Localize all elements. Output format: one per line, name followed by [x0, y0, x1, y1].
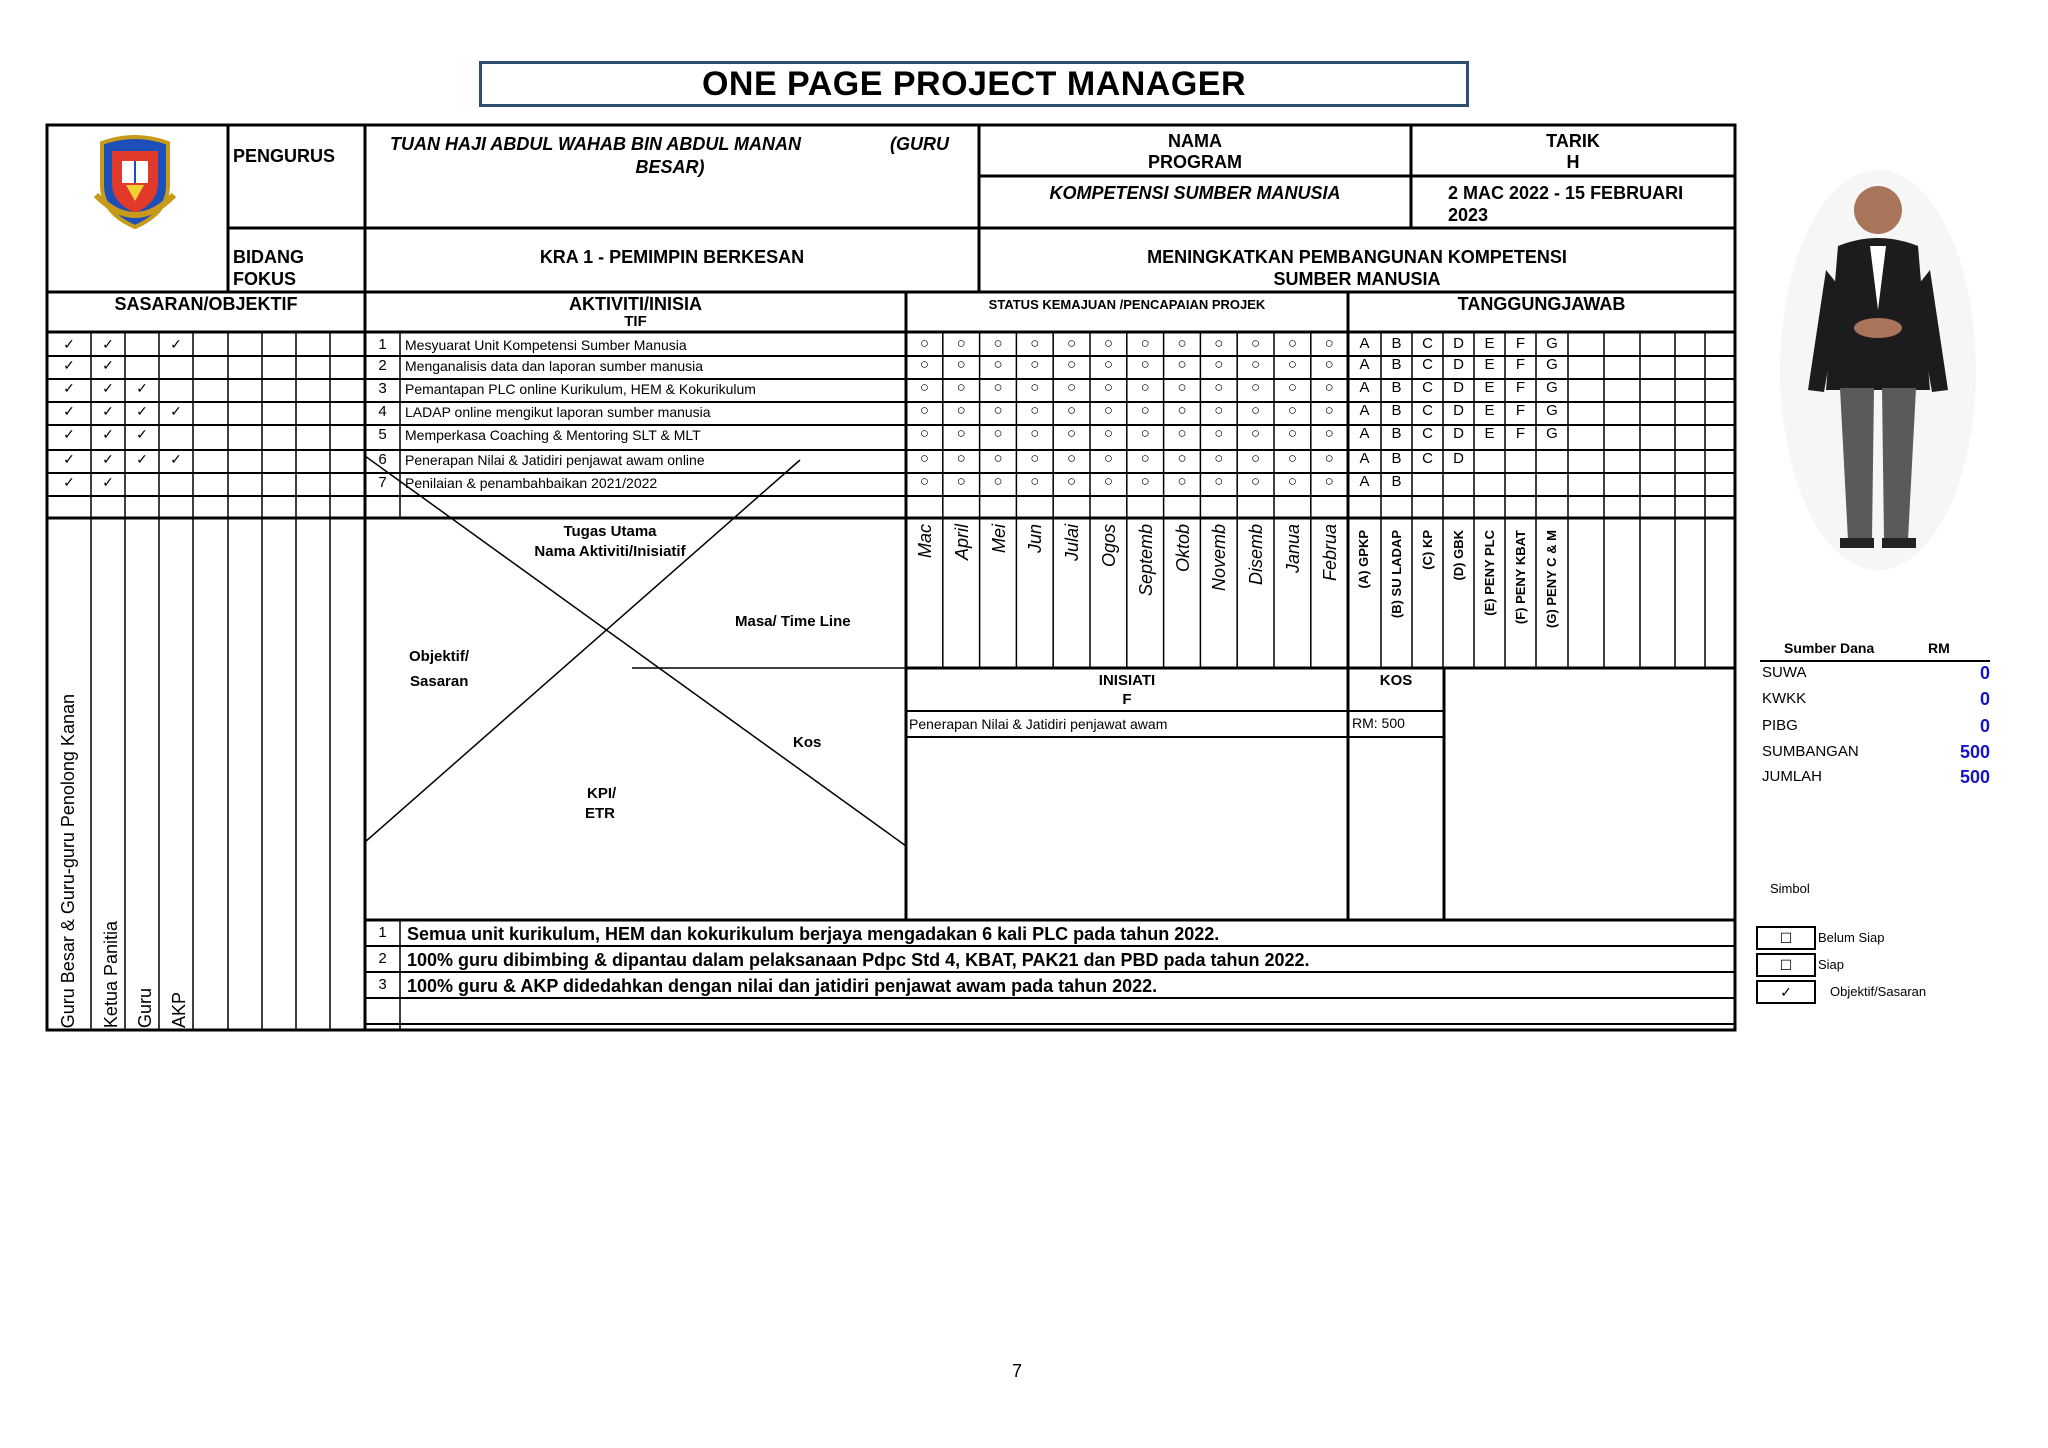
status-circle: ○: [1140, 450, 1150, 467]
sumber-dana-value: 500: [1959, 742, 1990, 762]
status-circle: ○: [1177, 356, 1187, 373]
sumber-dana-label: PIBG: [1762, 717, 1798, 734]
month-label: Mac: [915, 524, 935, 559]
kos-label: Kos: [793, 734, 822, 751]
tanggungjawab-header: TANGGUNGJAWAB: [1457, 294, 1626, 314]
activity-name: Memperkasa Coaching & Mentoring SLT & MLT: [405, 427, 701, 443]
sumber-dana-header: Sumber Dana: [1784, 640, 1875, 656]
responsibility-letter: B: [1391, 356, 1402, 373]
status-circle: ○: [1214, 425, 1224, 442]
check-mark: ✓: [170, 336, 182, 352]
status-circle: ○: [919, 335, 929, 352]
status-circle: ○: [1251, 425, 1261, 442]
status-circle: ○: [1030, 356, 1040, 373]
activity-number: 3: [378, 380, 387, 397]
sumber-dana-rm-header: RM: [1928, 640, 1950, 656]
status-circle: ○: [1030, 402, 1040, 419]
activity-number: 5: [378, 426, 387, 443]
activity-number: 1: [378, 336, 387, 353]
activity-name: Penilaian & penambahbaikan 2021/2022: [405, 475, 658, 491]
sumber-dana-value: 0: [1979, 716, 1990, 736]
objective-number: 1: [378, 924, 387, 941]
status-circle: ○: [1177, 450, 1187, 467]
masa-label: Masa/ Time Line: [735, 613, 851, 630]
status-circle: ○: [1103, 356, 1113, 373]
page-number: 7: [1012, 1361, 1023, 1381]
status-circle: ○: [1324, 473, 1334, 490]
nama-program-label: NAMA: [1168, 131, 1222, 151]
check-mark: ✓: [63, 357, 75, 373]
objective-text: Semua unit kurikulum, HEM dan kokurikulum berjaya mengadakan 6 kali PLC pada tahun 2022.: [407, 924, 1220, 944]
check-mark: ✓: [63, 451, 75, 467]
objektif-label: Objektif/: [409, 648, 470, 665]
responsibility-letter: B: [1391, 425, 1402, 442]
responsibility-letter: F: [1515, 379, 1526, 396]
inisiatif-label: INISIATI: [1098, 672, 1156, 689]
responsibility-letter: B: [1391, 379, 1402, 396]
simbol-label: Siap: [1818, 957, 1845, 972]
pengurus-guru: (GURU: [890, 134, 949, 154]
check-mark: ✓: [63, 336, 75, 352]
objective-number: 2: [378, 950, 387, 967]
month-label: Mei: [988, 524, 1009, 554]
status-circle: ○: [1030, 473, 1040, 490]
responsibility-letter: D: [1453, 450, 1464, 467]
responsibility-letter: B: [1391, 335, 1402, 352]
status-circle: ○: [1067, 356, 1077, 373]
nama-program-label-2: PROGRAM: [1148, 152, 1242, 172]
responsibility-letter: A: [1359, 473, 1370, 490]
aktiviti-header: AKTIVITI/INISIA: [568, 294, 702, 314]
status-circle: ○: [1177, 335, 1187, 352]
status-circle: ○: [1287, 356, 1297, 373]
tugas-utama-label: Tugas Utama: [563, 523, 657, 540]
status-circle: ○: [1287, 335, 1297, 352]
status-circle: ○: [1324, 335, 1334, 352]
responsibility-letter: C: [1422, 450, 1433, 467]
role-label: Guru: [135, 987, 155, 1028]
nama-aktiviti-label: Nama Aktiviti/Inisiatif: [534, 543, 686, 560]
pengurus-label: PENGURUS: [233, 146, 336, 166]
status-circle: ○: [1214, 356, 1224, 373]
status-circle: ○: [1251, 356, 1261, 373]
status-circle: ○: [1067, 402, 1077, 419]
status-circle: ○: [1324, 425, 1334, 442]
status-circle: ○: [1140, 402, 1150, 419]
responsibility-label: (F) PENY KBAT: [1513, 530, 1528, 625]
status-circle: ○: [1030, 425, 1040, 442]
objective-text: 100% guru & AKP didedahkan dengan nilai dan jatidiri penjawat awam pada tahun 2022.: [407, 976, 1158, 996]
status-circle: ○: [1287, 379, 1297, 396]
bidang-label: BIDANG: [233, 247, 304, 267]
status-circle: ○: [919, 450, 929, 467]
responsibility-letter: F: [1515, 335, 1526, 352]
responsibility-letter: G: [1546, 356, 1558, 373]
responsibility-label: (G) PENY C & M: [1544, 530, 1559, 628]
responsibility-letter: C: [1422, 402, 1433, 419]
responsibility-letter: C: [1422, 425, 1433, 442]
status-circle: ○: [1177, 379, 1187, 396]
check-mark: ✓: [136, 451, 148, 467]
status-circle: ○: [1324, 379, 1334, 396]
month-label: Novemb: [1209, 524, 1230, 592]
kpi-label: KPI/: [587, 785, 617, 802]
objective-text: 100% guru dibimbing & dipantau dalam pelaksanaan Pdpc Std 4, KBAT, PAK21 dan PBD pada tahun 2022.: [407, 950, 1310, 970]
check-mark: ✓: [63, 403, 75, 419]
status-circle: ○: [1140, 335, 1150, 352]
role-label: Ketua Panitia: [101, 920, 121, 1028]
inisiatif-kos: RM: 500: [1352, 715, 1405, 731]
bidang-value: KRA 1 - PEMIMPIN BERKESAN: [539, 247, 805, 267]
status-circle: ○: [1324, 356, 1334, 373]
etr-label: ETR: [585, 805, 615, 822]
tarikh-value-2: 2023: [1448, 205, 1489, 225]
responsibility-letter: B: [1391, 450, 1402, 467]
month-label: Ogos: [1099, 524, 1119, 568]
status-circle: ○: [956, 335, 966, 352]
responsibility-letter: E: [1484, 379, 1495, 396]
status-circle: ○: [1251, 379, 1261, 396]
status-circle: ○: [956, 425, 966, 442]
school-crest-icon: [92, 135, 178, 231]
status-circle: ○: [956, 379, 966, 396]
responsibility-letter: D: [1453, 402, 1464, 419]
tarikh-label: TARIK: [1546, 131, 1600, 151]
status-circle: ○: [1030, 335, 1040, 352]
check-mark: ✓: [63, 426, 75, 442]
responsibility-letter: A: [1359, 356, 1370, 373]
status-circle: ○: [1067, 450, 1077, 467]
status-circle: ○: [1214, 473, 1224, 490]
responsibility-letter: G: [1546, 379, 1558, 396]
responsibility-letter: G: [1546, 402, 1558, 419]
status-circle: ○: [956, 450, 966, 467]
responsibility-letter: A: [1359, 379, 1370, 396]
checkbox-icon: ☐: [1756, 926, 1816, 950]
check-mark: ✓: [170, 403, 182, 419]
responsibility-letter: G: [1546, 335, 1558, 352]
status-circle: ○: [1324, 450, 1334, 467]
status-circle: ○: [1067, 473, 1077, 490]
activity-number: 2: [378, 357, 387, 374]
sumber-dana-label: SUWA: [1762, 664, 1807, 681]
status-circle: ○: [956, 402, 966, 419]
status-circle: ○: [1177, 402, 1187, 419]
check-icon: ✓: [1756, 980, 1816, 1004]
status-circle: ○: [919, 473, 929, 490]
status-circle: ○: [1214, 402, 1224, 419]
status-circle: ○: [919, 425, 929, 442]
status-circle: ○: [1287, 450, 1297, 467]
checkbox-icon: ☐: [1756, 953, 1816, 977]
status-circle: ○: [1030, 379, 1040, 396]
status-circle: ○: [1103, 450, 1113, 467]
month-label: Julai: [1062, 524, 1083, 562]
check-mark: ✓: [63, 474, 75, 490]
simbol-title: Simbol: [1770, 881, 1810, 896]
check-mark: ✓: [102, 357, 114, 373]
responsibility-letter: D: [1453, 335, 1464, 352]
activity-name: Penerapan Nilai & Jatidiri penjawat awam online: [405, 452, 705, 468]
responsibility-letter: F: [1515, 356, 1526, 373]
responsibility-letter: E: [1484, 356, 1495, 373]
pengurus-name-2: BESAR): [635, 157, 705, 177]
responsibility-letter: D: [1453, 379, 1464, 396]
check-mark: ✓: [102, 336, 114, 352]
status-circle: ○: [1030, 450, 1040, 467]
responsibility-label: (B) SU LADAP: [1389, 530, 1404, 619]
status-header: STATUS KEMAJUAN /PENCAPAIAN PROJEK: [988, 297, 1266, 312]
kos-header: KOS: [1379, 672, 1413, 689]
status-circle: ○: [1251, 473, 1261, 490]
role-label: Guru Besar & Guru-guru Penolong Kanan: [58, 693, 78, 1028]
matlamat-line-2: SUMBER MANUSIA: [1273, 269, 1441, 289]
activity-name: Menganalisis data dan laporan sumber manusia: [405, 358, 704, 374]
status-circle: ○: [993, 473, 1003, 490]
sumber-dana-value: 0: [1979, 663, 1990, 683]
responsibility-letter: E: [1484, 425, 1495, 442]
activity-name: Mesyuarat Unit Kompetensi Sumber Manusia: [405, 337, 687, 353]
responsibility-label: (A) GPKP: [1356, 530, 1371, 589]
check-mark: ✓: [102, 451, 114, 467]
responsibility-letter: D: [1453, 356, 1464, 373]
status-circle: ○: [1067, 379, 1077, 396]
responsibility-letter: D: [1453, 425, 1464, 442]
status-circle: ○: [1251, 450, 1261, 467]
status-circle: ○: [1287, 425, 1297, 442]
responsibility-letter: A: [1359, 450, 1370, 467]
responsibility-letter: F: [1515, 425, 1526, 442]
status-circle: ○: [1103, 425, 1113, 442]
sumber-dana-label: JUMLAH: [1762, 768, 1823, 785]
status-circle: ○: [1177, 425, 1187, 442]
month-label: Janua: [1283, 524, 1303, 574]
status-circle: ○: [919, 402, 929, 419]
month-label: April: [951, 524, 972, 561]
bidang-label-2: FOKUS: [233, 269, 296, 289]
status-circle: ○: [1251, 402, 1261, 419]
responsibility-label: (C) KP: [1420, 530, 1435, 570]
tarikh-label-2: H: [1566, 152, 1580, 172]
status-circle: ○: [919, 356, 929, 373]
status-circle: ○: [993, 402, 1003, 419]
month-label: Februa: [1319, 524, 1340, 582]
inisiatif-item: Penerapan Nilai & Jatidiri penjawat awam: [909, 716, 1168, 732]
sumber-dana-value: 0: [1979, 689, 1990, 709]
responsibility-letter: G: [1546, 425, 1558, 442]
activity-number: 7: [378, 474, 387, 491]
month-label: Oktob: [1172, 524, 1193, 573]
responsibility-label: (E) PENY PLC: [1482, 530, 1497, 616]
check-mark: ✓: [170, 451, 182, 467]
sumber-dana-label: SUMBANGAN: [1762, 743, 1859, 760]
sumber-dana-value: 500: [1959, 767, 1990, 787]
status-circle: ○: [993, 356, 1003, 373]
check-mark: ✓: [102, 403, 114, 419]
check-mark: ✓: [136, 403, 148, 419]
sasaran-header: SASARAN/OBJEKTIF: [114, 294, 298, 314]
check-mark: ✓: [102, 474, 114, 490]
check-mark: ✓: [102, 380, 114, 396]
sasaran-label: Sasaran: [410, 673, 469, 690]
status-circle: ○: [993, 425, 1003, 442]
status-circle: ○: [1140, 473, 1150, 490]
simbol-label: Objektif/Sasaran: [1830, 984, 1927, 999]
tarikh-value: 2 MAC 2022 - 15 FEBRUARI: [1448, 183, 1684, 203]
status-circle: ○: [993, 450, 1003, 467]
status-circle: ○: [1251, 335, 1261, 352]
month-label: Jun: [1025, 524, 1046, 554]
responsibility-letter: A: [1359, 425, 1370, 442]
activity-number: 4: [378, 403, 387, 420]
activity-name: Pemantapan PLC online Kurikulum, HEM & Kokurikulum: [405, 381, 756, 397]
status-circle: ○: [1214, 450, 1224, 467]
aktiviti-header-2: TIF: [624, 313, 647, 330]
status-circle: ○: [1140, 356, 1150, 373]
responsibility-letter: C: [1422, 356, 1433, 373]
status-circle: ○: [919, 379, 929, 396]
nama-program-value: KOMPETENSI SUMBER MANUSIA: [1049, 183, 1341, 203]
status-circle: ○: [1287, 473, 1297, 490]
status-circle: ○: [956, 473, 966, 490]
responsibility-letter: B: [1391, 402, 1402, 419]
responsibility-letter: C: [1422, 379, 1433, 396]
status-circle: ○: [956, 356, 966, 373]
role-label: AKP: [169, 991, 189, 1028]
status-circle: ○: [1140, 425, 1150, 442]
person-photo: [1778, 160, 1978, 570]
responsibility-letter: E: [1484, 402, 1495, 419]
responsibility-letter: F: [1515, 402, 1526, 419]
status-circle: ○: [1177, 473, 1187, 490]
responsibility-letter: C: [1422, 335, 1433, 352]
status-circle: ○: [993, 335, 1003, 352]
status-circle: ○: [1140, 379, 1150, 396]
status-circle: ○: [1324, 402, 1334, 419]
month-label: Septemb: [1135, 524, 1156, 597]
responsibility-label: (D) GBK: [1451, 530, 1466, 581]
status-circle: ○: [1214, 379, 1224, 396]
activity-name: LADAP online mengikut laporan sumber manusia: [405, 404, 711, 420]
responsibility-letter: B: [1391, 473, 1402, 490]
objective-number: 3: [378, 976, 387, 993]
responsibility-letter: A: [1359, 402, 1370, 419]
sumber-dana-label: KWKK: [1762, 690, 1807, 707]
status-circle: ○: [993, 379, 1003, 396]
responsibility-letter: A: [1359, 335, 1370, 352]
status-circle: ○: [1214, 335, 1224, 352]
status-circle: ○: [1103, 473, 1113, 490]
status-circle: ○: [1103, 402, 1113, 419]
matlamat-line-1: MENINGKATKAN PEMBANGUNAN KOMPETENSI: [1147, 247, 1567, 267]
check-mark: ✓: [102, 426, 114, 442]
activity-number: 6: [378, 451, 387, 468]
page-title: ONE PAGE PROJECT MANAGER: [479, 61, 1469, 107]
inisiatif-label-2: F: [1122, 691, 1132, 708]
check-mark: ✓: [136, 380, 148, 396]
check-mark: ✓: [63, 380, 75, 396]
month-label: Disemb: [1246, 524, 1267, 586]
responsibility-letter: E: [1484, 335, 1495, 352]
simbol-label: Belum Siap: [1818, 930, 1885, 945]
status-circle: ○: [1103, 379, 1113, 396]
check-mark: ✓: [136, 426, 148, 442]
status-circle: ○: [1067, 425, 1077, 442]
pengurus-name: TUAN HAJI ABDUL WAHAB BIN ABDUL MANAN: [390, 134, 801, 154]
status-circle: ○: [1067, 335, 1077, 352]
status-circle: ○: [1287, 402, 1297, 419]
status-circle: ○: [1103, 335, 1113, 352]
